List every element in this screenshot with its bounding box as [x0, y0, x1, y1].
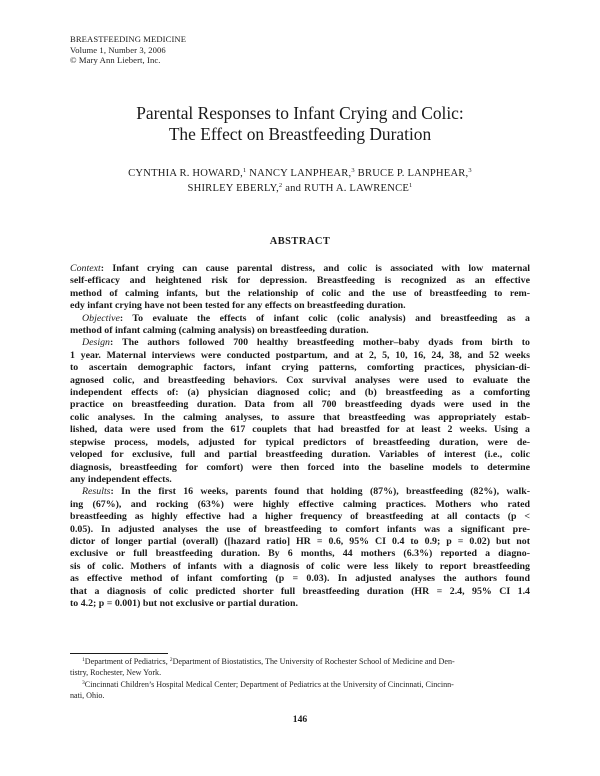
affiliation-mark: 2 [278, 182, 283, 189]
footnotes [70, 657, 530, 701]
affiliation-mark: 2 [169, 657, 173, 663]
author-name: NANCY LANPHEAR, [249, 168, 352, 179]
affiliation-mark: 3 [468, 167, 472, 174]
abstract-line: dictor of longer partial (overall) ([hazard ratio] HR = 0.6, 95% CI 0.4 to 0.9; p = 0.02) but not [70, 535, 530, 547]
abstract-line: 1 year. Maternal interviews were conducted postpartum, and at 2, 5, 10, 16, 24, 38, and 52 weeks [70, 349, 530, 361]
journal-publisher: © Mary Ann Liebert, Inc. [70, 55, 161, 66]
footnote-line: tistry, Rochester, New York. [70, 667, 162, 677]
abstract-line: colic analyses. In the calming analyses, to assure that breastfeeding was appropriately estab- [70, 411, 530, 423]
abstract-line: Design: The authors followed 700 healthy breastfeeding mother–baby dyads from birth to [82, 337, 530, 349]
affiliation-mark: 3 [351, 167, 355, 174]
section-label: Results [82, 486, 111, 498]
abstract-line: self-efficacy and heightened risk for depression. Breastfeeding is recognized as an effective [70, 275, 530, 287]
abstract-line: as effective method of infant comforting (p = 0.03). In adjusted analyses the authors found [70, 573, 530, 585]
abstract-line: method of calming infants, but the relationship of colic and the use of breastfeeding to rem- [70, 287, 530, 299]
footnote-divider [70, 653, 168, 654]
author-name: SHIRLEY EBERLY, [187, 183, 279, 194]
abstract-line: breastfeeding as highly effective had a higher frequency of breastfeeding at all contacts (p < [70, 511, 530, 523]
footnote-line: $^3$Cincinnati Children’s Hospital Medical Center; Department of Pediatrics at the University of Cincinnati, Cincinn- [82, 680, 454, 690]
abstract-line: that a diagnosis of colic predicted shorter full breastfeeding duration (HR = 2.4, 95% CI 1.4 [70, 585, 530, 597]
abstract-line: Objective: To evaluate the effects of infant colic (colic analysis) and breastfeeding as a [82, 312, 530, 324]
abstract-line: agnosed colic, and breastfeeding behaviors. Cox survival analyses were used to evaluate the [70, 374, 530, 386]
abstract-context [70, 263, 530, 313]
abstract-line: 0.05). In adjusted analyses the use of breastfeeding to comfort infants was a significant pre- [70, 523, 530, 535]
abstract-body [70, 263, 530, 610]
abstract-line: sis of colic. Mothers of infants with a diagnosis of colic were less likely to report breastfeeding [70, 560, 530, 572]
journal-volume: Volume 1, Number 3, 2006 [70, 44, 166, 55]
abstract-line: exclusive or full breastfeeding duration. By 6 months, 44 mothers (6.3%) reported a diagno- [70, 548, 530, 560]
abstract-objective [70, 313, 530, 338]
abstract-line: any independent effects. [70, 473, 172, 485]
footnote-affiliations-rochester [70, 657, 530, 678]
abstract-line: lished, data were used from the 617 couplets that had breastfed for at least 2 weeks. Using a [70, 424, 530, 436]
section-label: Design [82, 337, 110, 349]
section-label: Context [70, 263, 101, 274]
abstract-line: method of infant calming (calming analysis) on breastfeeding duration. [70, 325, 369, 337]
affiliation-mark: 1 [82, 657, 85, 663]
abstract-line: to 4.2; p = 0.001) but not exclusive or partial duration. [70, 597, 298, 609]
abstract-line: veloped for exclusive, full and partial breastfeeding duration. Variables of interest (i.e., colic [70, 449, 530, 461]
abstract-line: practice on breastfeeding duration. Data from all 700 breastfeeding dyads were used in the [70, 399, 530, 411]
abstract-heading: ABSTRACT [269, 236, 331, 247]
page-number: 146 [292, 714, 308, 725]
title-line-2: The Effect on Breastfeeding Duration [168, 124, 432, 144]
journal-name: BREASTFEEDING MEDICINE [70, 34, 187, 44]
affiliation-mark: 1 [409, 182, 413, 189]
article-title [0, 103, 600, 145]
abstract-line: to ascertain demographic factors, infant crying patterns, comforting practices, physician-di- [70, 362, 530, 374]
abstract-line: independent effects of: (a) physician diagnosed colic; and (b) breastfeeding as a comforting [70, 387, 530, 399]
abstract-line: Context: Infant crying can cause parental distress, and colic is associated with low maternal [70, 263, 530, 274]
abstract-line: diagnosis, breastfeeding for comfort) were then forced into the baseline models to determine [70, 461, 530, 473]
footnote-affiliations-cincinnati [70, 680, 530, 701]
author-list [0, 166, 600, 196]
author-name: CYNTHIA R. HOWARD, [128, 168, 243, 179]
section-label: Objective [82, 312, 120, 324]
abstract-line: Results: In the first 16 weeks, parents found that holding (87%), breastfeeding (82%), walk- [82, 486, 530, 498]
abstract-line: ing (67%), and rocking (63%) were highly effective calming practices. Mothers who rated [70, 498, 530, 510]
footnote-line: nati, Ohio. [70, 690, 105, 700]
abstract-line: edy infant crying have not been tested for any effects on breastfeeding duration. [70, 300, 406, 312]
author-separator: and [282, 183, 304, 194]
author-name: BRUCE P. LANPHEAR, [357, 168, 469, 179]
affiliation-mark: 3 [82, 680, 85, 687]
author-name: RUTH A. LAWRENCE [303, 183, 410, 194]
author-line-1 [0, 166, 600, 181]
journal-header [70, 34, 186, 66]
abstract-results [70, 486, 530, 610]
abstract-design [70, 337, 530, 486]
title-line-1: Parental Responses to Infant Crying and Colic: [136, 103, 464, 123]
abstract-line: stepwise process, models, adjusted for typical predictors of breastfeeding duration, were de- [70, 436, 530, 448]
affiliation-mark: 1 [242, 167, 247, 174]
footnote-line: $^1$Department of Pediatrics, $^2$Department of Biostatistics, The University of Rochester School of Medicine and Den- [82, 657, 455, 666]
author-line-2 [0, 181, 600, 196]
